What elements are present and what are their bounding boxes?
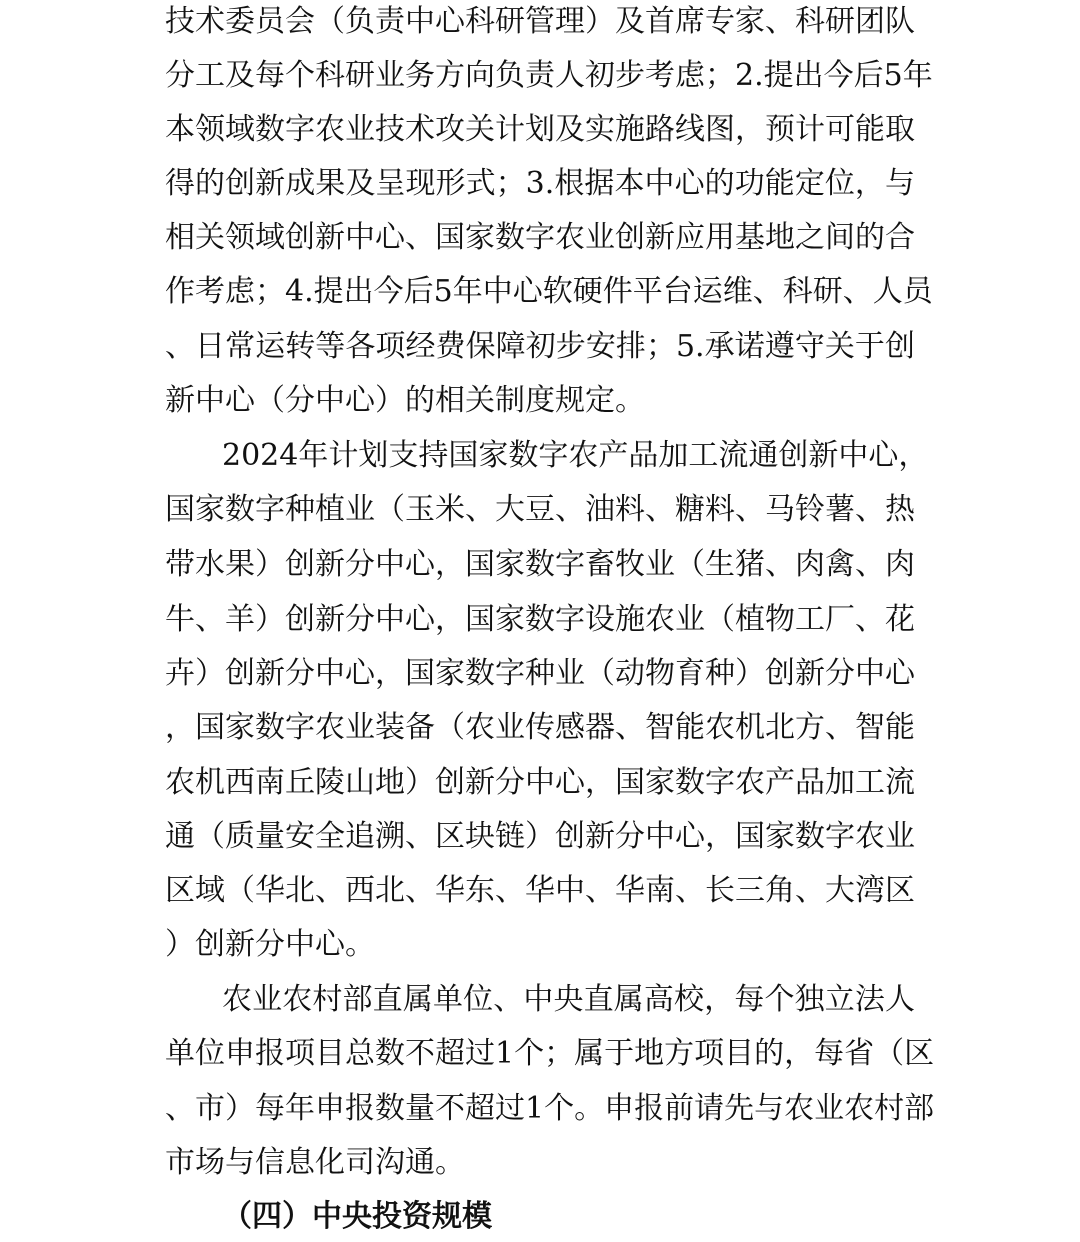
text-line: 国家数字种植业（玉米、大豆、油料、糖料、马铃薯、热 bbox=[165, 492, 915, 527]
text-line: 单位申报项目总数不超过1个；属于地方项目的，每省（区 bbox=[165, 1036, 935, 1071]
text-line: 农机西南丘陵山地）创新分中心，国家数字农产品加工流 bbox=[165, 765, 915, 800]
text-line: 农业农村部直属单位、中央直属高校，每个独立法人 bbox=[222, 982, 915, 1017]
text-line: 本领域数字农业技术攻关计划及实施路线图，预计可能取 bbox=[165, 112, 915, 147]
text-line: ，国家数字农业装备（农业传感器、智能农机北方、智能 bbox=[165, 710, 915, 745]
text-line: 分工及每个科研业务方向负责人初步考虑；2.提出今后5年 bbox=[165, 58, 933, 93]
text-line: 、日常运转等各项经费保障初步安排；5.承诺遵守关于创 bbox=[165, 329, 915, 364]
text-line: 2024年计划支持国家数字农产品加工流通创新中心， bbox=[222, 438, 929, 473]
text-line: 作考虑；4.提出今后5年中心软硬件平台运维、科研、人员 bbox=[165, 274, 933, 309]
text-line: 区域（华北、西北、华东、华中、华南、长三角、大湾区 bbox=[165, 873, 915, 908]
text-line: 、市）每年申报数量不超过1个。申报前请先与农业农村部 bbox=[165, 1091, 935, 1126]
section-heading: （四）中央投资规模 bbox=[222, 1199, 492, 1234]
text-line: 卉）创新分中心，国家数字种业（动物育种）创新分中心 bbox=[165, 656, 915, 691]
text-line: 牛、羊）创新分中心，国家数字设施农业（植物工厂、花 bbox=[165, 602, 915, 637]
text-line: 得的创新成果及呈现形式；3.根据本中心的功能定位，与 bbox=[165, 166, 915, 201]
text-line: 新中心（分中心）的相关制度规定。 bbox=[165, 383, 645, 418]
text-line: 技术委员会（负责中心科研管理）及首席专家、科研团队 bbox=[165, 4, 915, 39]
text-line: 通（质量安全追溯、区块链）创新分中心，国家数字农业 bbox=[165, 819, 915, 854]
text-line: ）创新分中心。 bbox=[165, 927, 375, 962]
text-line: 市场与信息化司沟通。 bbox=[165, 1145, 465, 1180]
text-line: 带水果）创新分中心，国家数字畜牧业（生猪、肉禽、肉 bbox=[165, 547, 915, 582]
text-line: 相关领域创新中心、国家数字农业创新应用基地之间的合 bbox=[165, 220, 915, 255]
